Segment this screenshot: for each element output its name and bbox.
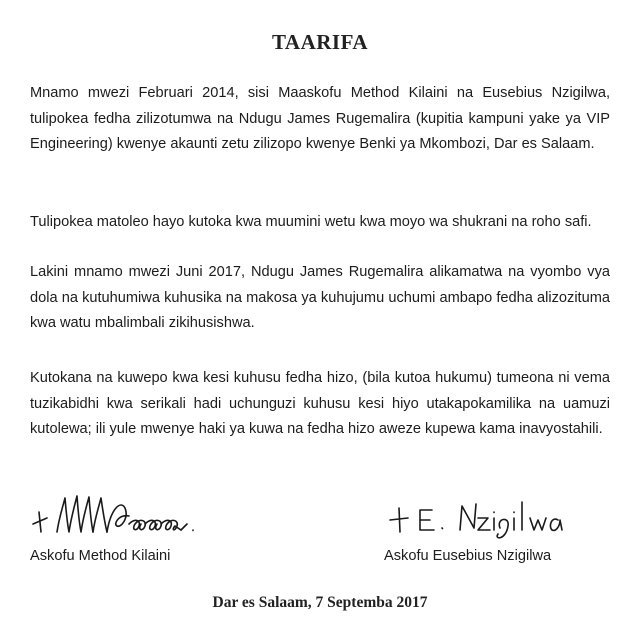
signatory-right-name: Askofu Eusebius Nzigilwa: [384, 548, 552, 564]
signature-kilaini: [25, 488, 265, 544]
paragraph-1: Mnamo mwezi Februari 2014, sisi Maaskofu Method Kilaini na Eusebius Nzigilwa, tulipokea fedha zilizotumwa na Ndugu James Rugemalira (kupitia kampuni yake ya VIP Engineering) kwenye akaunti zetu zilizopo kwenye Benki ya Mkombozi, Dar es Salaam.: [30, 85, 610, 152]
dateline: Dar es Salaam, 7 Septemba 2017: [212, 594, 428, 611]
paragraph-3: Lakini mnamo mwezi Juni 2017, Ndugu James Rugemalira alikamatwa na vyombo vya dola na kutuhumiwa kuhusika na makosa ya kuhujumu uchumi ambapo fedha alizozituma kwa watu mbalimbali zikihusishwa.: [30, 264, 610, 331]
signatory-left-name: Askofu Method Kilaini: [30, 548, 171, 564]
signature-nzigilwa: [380, 488, 590, 544]
paragraph-2: Tulipokea matoleo hayo kutoka kwa muumini wetu kwa moyo wa shukrani na roho safi.: [30, 214, 592, 230]
document-title: TAARIFA: [271, 30, 369, 54]
paragraph-4: Kutokana na kuwepo kwa kesi kuhusu fedha hizo, (bila kutoa hukumu) tumeona ni vema tuzikabidhi kwa serikali hadi uchunguzi kuhusu kesi hiyo utakapokamilika na uamuzi kutolewa; ili yule mwenye haki ya kuwa na fedha hizo aweze kupewa kama inavyostahili.: [30, 370, 610, 437]
